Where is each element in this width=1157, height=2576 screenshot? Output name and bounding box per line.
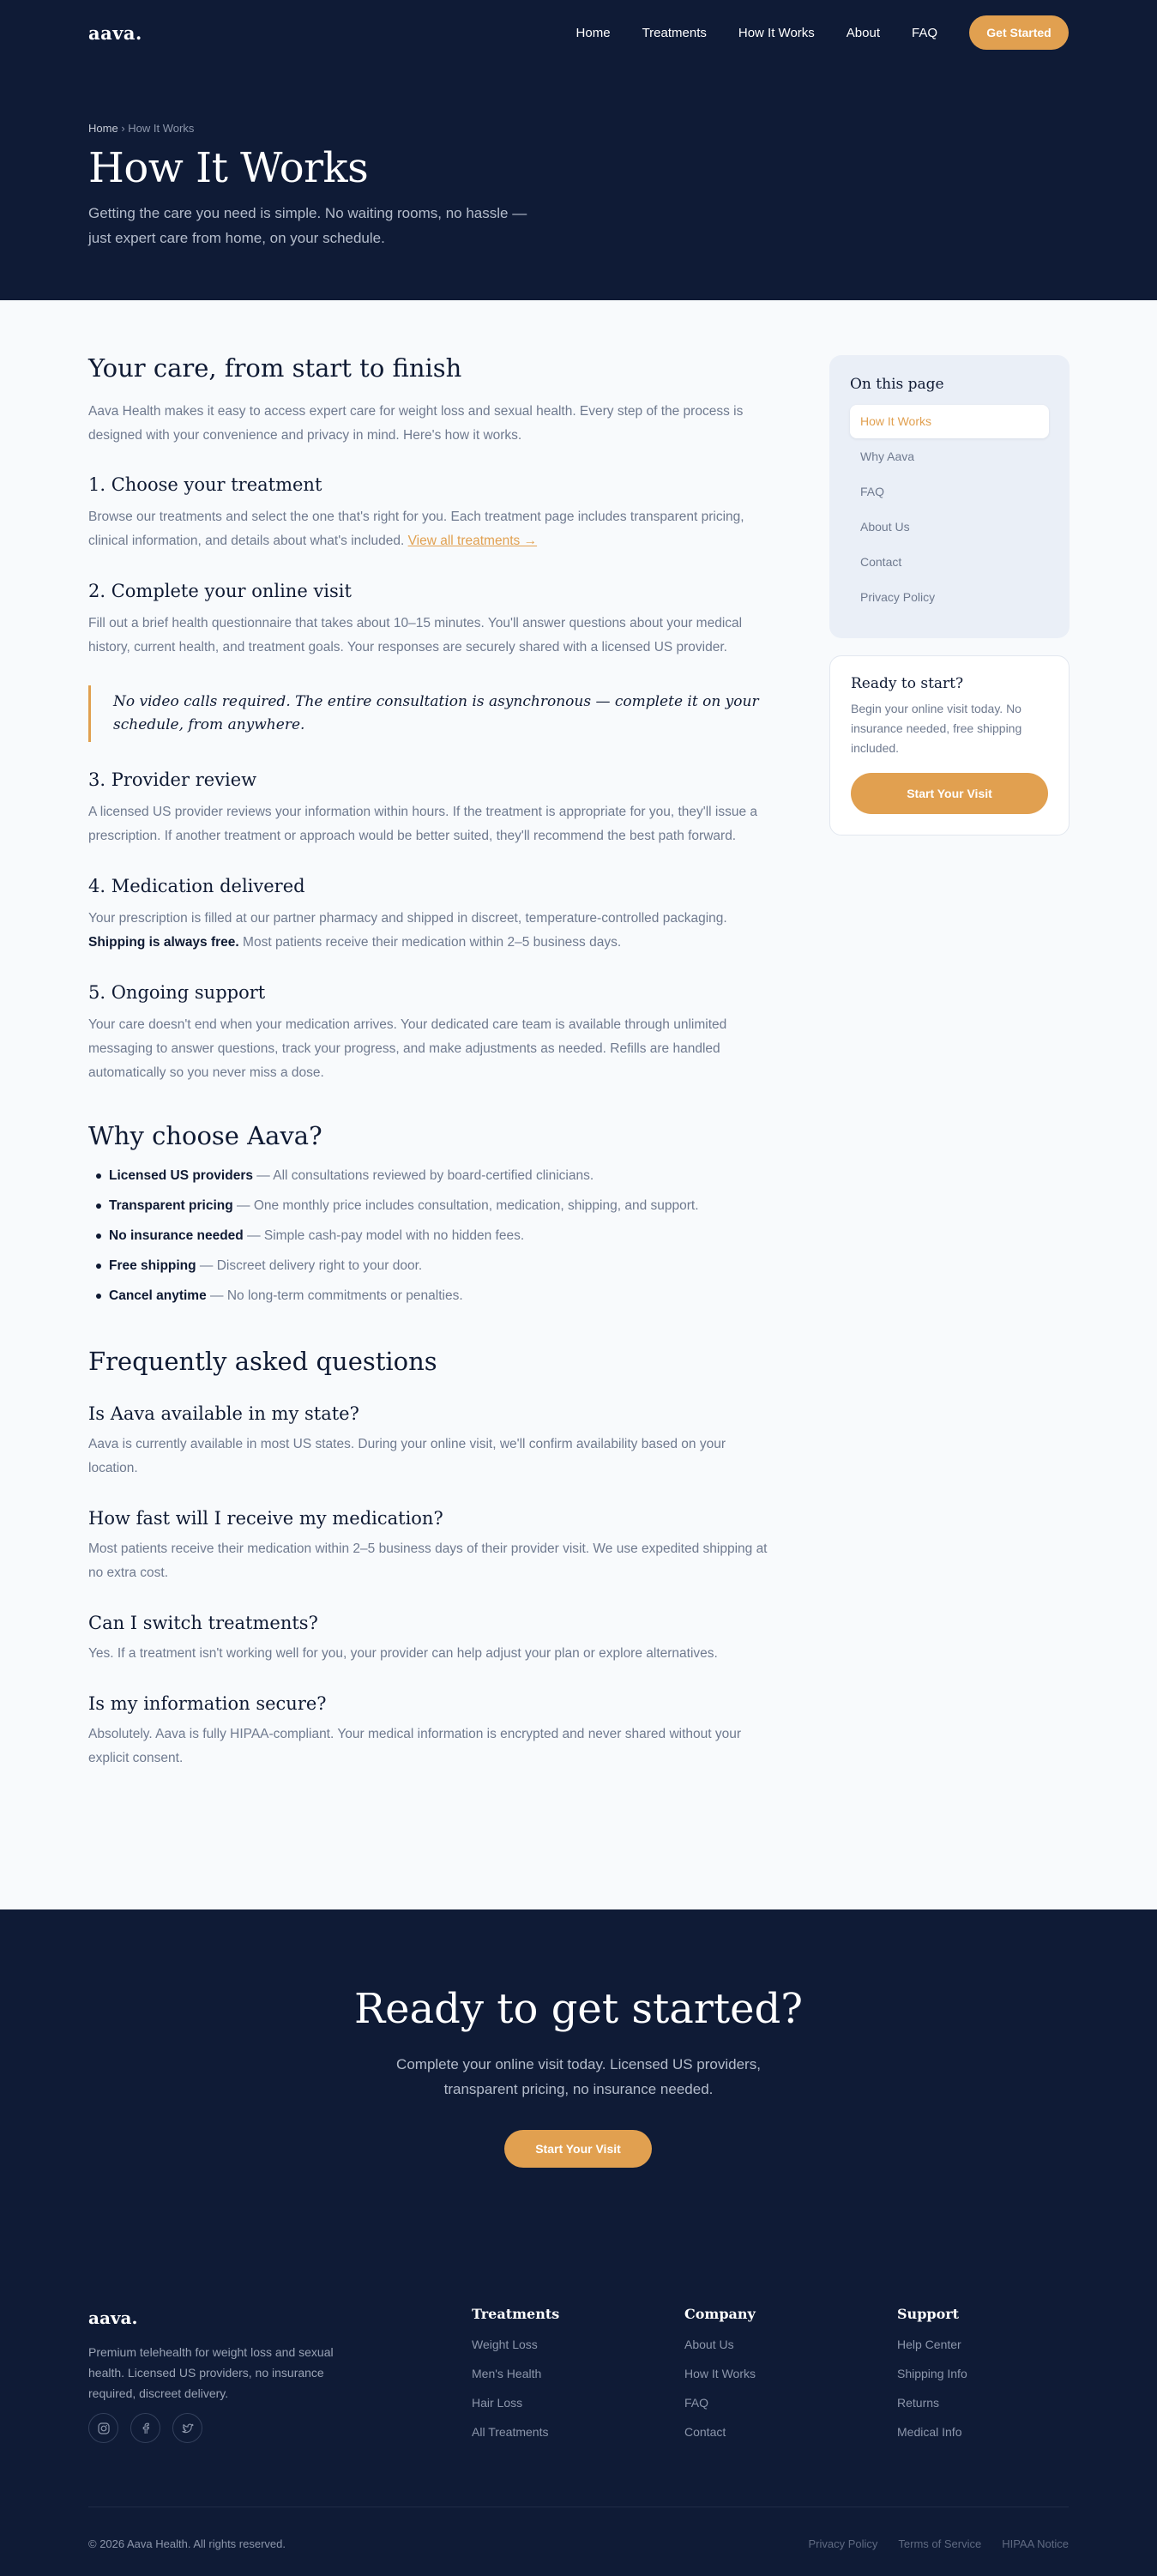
- toc-item-about-us[interactable]: About Us: [860, 520, 910, 534]
- footer-link[interactable]: Medical Info: [897, 2425, 962, 2439]
- cta-title: Ready to get started?: [353, 1985, 804, 2033]
- step-1-heading: 1. Choose your treatment: [88, 474, 322, 495]
- faq-question: Is my information secure?: [88, 1693, 327, 1714]
- why-item-text: — No long-term commitments or penalties.: [206, 1288, 463, 1303]
- why-list: [88, 1161, 779, 1311]
- step-3-text: A licensed US provider reviews your information within hours. If the treatment is appropriate for you, they'll issue a prescription. If another treatment or approach would be better suited, they'll recommend the best path forward.: [88, 805, 758, 843]
- view-all-treatments-link[interactable]: View all treatments →: [407, 534, 538, 548]
- faq-question: How fast will I receive my medication?: [88, 1508, 443, 1529]
- list-item: [88, 1221, 779, 1251]
- ready-text: Begin your online visit today. No insurance needed, free shipping included.: [851, 702, 1022, 755]
- list-item: [88, 1191, 779, 1221]
- footer-link[interactable]: Shipping Info: [897, 2367, 967, 2380]
- hipaa-notice-link[interactable]: HIPAA Notice: [1002, 2537, 1069, 2550]
- cta-text: Complete your online visit today. Licensed US providers, transparent pricing, no insurance needed.: [396, 2056, 761, 2097]
- step-1-body: Browse our treatments and select the one that's right for you. Each treatment page includes transparent pricing, clinical information, and details about what's included.: [88, 510, 744, 548]
- footer-link[interactable]: All Treatments: [472, 2425, 549, 2439]
- page-title: How It Works: [88, 144, 369, 192]
- step-5-text: Your care doesn't end when your medication arrives. Your dedicated care team is available through unlimited messaging to answer questions, track your progress, and make adjustments as needed. Refills are handled automatically so you never miss a dose.: [88, 1017, 727, 1080]
- top-nav: [0, 0, 1157, 65]
- nav-link-treatments[interactable]: Treatments: [642, 25, 707, 40]
- why-item-text: — One monthly price includes consultation, medication, shipping, and support.: [232, 1198, 699, 1213]
- nav-link-how-it-works[interactable]: How It Works: [738, 25, 815, 40]
- step-1-text: [88, 505, 779, 553]
- why-item-bold: No insurance needed: [109, 1228, 244, 1243]
- privacy-policy-link[interactable]: Privacy Policy: [808, 2537, 878, 2550]
- breadcrumb-current: How It Works: [128, 122, 195, 135]
- cta-start-visit-button[interactable]: Start Your Visit: [504, 2130, 652, 2168]
- footer-link[interactable]: Contact: [684, 2425, 726, 2439]
- faq-answer: Most patients receive their medication within 2–5 business days of their provider visit. We use expedited shipping at no extra cost.: [88, 1541, 768, 1580]
- article: [88, 353, 779, 1771]
- twitter-icon[interactable]: [172, 2413, 202, 2443]
- footer-logo[interactable]: aava.: [88, 2308, 138, 2328]
- step-2-heading: 2. Complete your online visit: [88, 581, 352, 601]
- why-item-bold: Free shipping: [109, 1258, 196, 1273]
- intro-heading: Your care, from start to finish: [88, 353, 462, 383]
- nav-link-home[interactable]: Home: [575, 25, 611, 40]
- footer-link[interactable]: Returns: [897, 2396, 940, 2410]
- breadcrumb-separator: ›: [121, 122, 125, 135]
- faq-answer: Yes. If a treatment isn't working well for you, your provider can help adjust your plan or explore alternatives.: [88, 1646, 718, 1661]
- footer-column-title: Company: [684, 2306, 756, 2322]
- on-this-page-nav: [829, 355, 1070, 638]
- footer-link[interactable]: About Us: [684, 2338, 734, 2351]
- footer-column-support: [897, 2306, 967, 2454]
- toc-item-privacy-policy[interactable]: Privacy Policy: [860, 590, 936, 604]
- why-item-bold: Cancel anytime: [109, 1288, 207, 1303]
- copyright: © 2026 Aava Health. All rights reserved.: [88, 2537, 286, 2550]
- toc-item-why-aava[interactable]: Why Aava: [860, 449, 915, 463]
- cta-section: [0, 1909, 1157, 2289]
- toc-item-contact[interactable]: Contact: [860, 555, 902, 569]
- faq-answer: Aava is currently available in most US states. During your online visit, we'll confirm availability based on your location.: [88, 1437, 726, 1475]
- logo[interactable]: aava.: [88, 21, 142, 44]
- footer-link[interactable]: Hair Loss: [472, 2396, 523, 2410]
- footer-column-company: [684, 2306, 756, 2454]
- list-item: [88, 1281, 779, 1311]
- footer-link[interactable]: Weight Loss: [472, 2338, 538, 2351]
- footer-link[interactable]: How It Works: [684, 2367, 756, 2380]
- why-item-text: — Simple cash-pay model with no hidden fees.: [243, 1228, 525, 1243]
- footer-link[interactable]: FAQ: [684, 2396, 709, 2410]
- why-item-text: — All consultations reviewed by board-certified clinicians.: [252, 1168, 594, 1183]
- breadcrumb: [88, 122, 194, 135]
- faq-question: Is Aava available in my state?: [88, 1403, 359, 1424]
- nav-link-about[interactable]: About: [846, 25, 880, 40]
- list-item: [88, 1251, 779, 1281]
- step-2-text: Fill out a brief health questionnaire that takes about 10–15 minutes. You'll answer questions about your medical history, current health, and treatment goals. Your responses are securely shared with a licensed US provider.: [88, 616, 743, 655]
- why-item-text: — Discreet delivery right to your door.: [196, 1258, 423, 1273]
- step-3-heading: 3. Provider review: [88, 769, 257, 790]
- footer-column-title: Support: [897, 2306, 960, 2322]
- main-content: [0, 300, 1157, 1909]
- step-4-body-a: Your prescription is filled at our partner pharmacy and shipped in discreet, temperature-controlled packaging.: [88, 911, 727, 926]
- step-4-text: [88, 907, 779, 955]
- legal-links: [787, 2537, 1069, 2550]
- step-4-bold: Shipping is always free.: [88, 935, 239, 950]
- step-4-body-b: Most patients receive their medication within 2–5 business days.: [243, 935, 622, 950]
- step-5-heading: 5. Ongoing support: [88, 982, 266, 1003]
- footer-column-treatments: [472, 2306, 559, 2454]
- nav-links: [545, 15, 1069, 50]
- terms-of-service-link[interactable]: Terms of Service: [898, 2537, 982, 2550]
- ready-to-start-card: [829, 655, 1070, 836]
- toc-title: On this page: [850, 376, 944, 393]
- faq-question: Can I switch treatments?: [88, 1613, 318, 1633]
- sidebar-start-visit-button[interactable]: Start Your Visit: [851, 773, 1048, 814]
- callout-quote: No video calls required. The entire consultation is asynchronous — complete it on your schedule, from anywhere.: [88, 685, 779, 742]
- intro-text: Aava Health makes it easy to access expert care for weight loss and sexual health. Every step of the process is designed with your convenience and privacy in mind. Here's how it works.: [88, 404, 744, 443]
- why-item-bold: Licensed US providers: [109, 1168, 253, 1183]
- faq-heading: Frequently asked questions: [88, 1347, 437, 1376]
- hero-lead: Getting the care you need is simple. No waiting rooms, no hassle — just expert care from home, on your schedule.: [88, 205, 527, 246]
- list-item: [88, 1161, 779, 1191]
- facebook-icon[interactable]: [130, 2413, 160, 2443]
- get-started-button[interactable]: Get Started: [969, 15, 1069, 50]
- faq-answer: Absolutely. Aava is fully HIPAA-compliant. Your medical information is encrypted and never shared without your explicit consent.: [88, 1727, 742, 1765]
- toc-item-how-it-works[interactable]: How It Works: [850, 405, 1049, 438]
- toc-item-faq[interactable]: FAQ: [860, 485, 885, 498]
- instagram-icon[interactable]: [88, 2413, 118, 2443]
- ready-title: Ready to start?: [851, 675, 964, 692]
- footer: [0, 2289, 1157, 2576]
- why-item-bold: Transparent pricing: [109, 1198, 233, 1213]
- step-4-heading: 4. Medication delivered: [88, 876, 305, 896]
- breadcrumb-home[interactable]: Home: [88, 122, 118, 135]
- nav-link-faq[interactable]: FAQ: [911, 25, 937, 40]
- why-heading: Why choose Aava?: [88, 1121, 322, 1150]
- footer-link[interactable]: Men's Health: [472, 2367, 542, 2380]
- footer-link[interactable]: Help Center: [897, 2338, 961, 2351]
- footer-description: Premium telehealth for weight loss and sexual health. Licensed US providers, no insurance required, discreet delivery.: [88, 2345, 334, 2400]
- social-links: [88, 2413, 214, 2443]
- footer-column-title: Treatments: [472, 2306, 560, 2322]
- hero: [0, 0, 1157, 300]
